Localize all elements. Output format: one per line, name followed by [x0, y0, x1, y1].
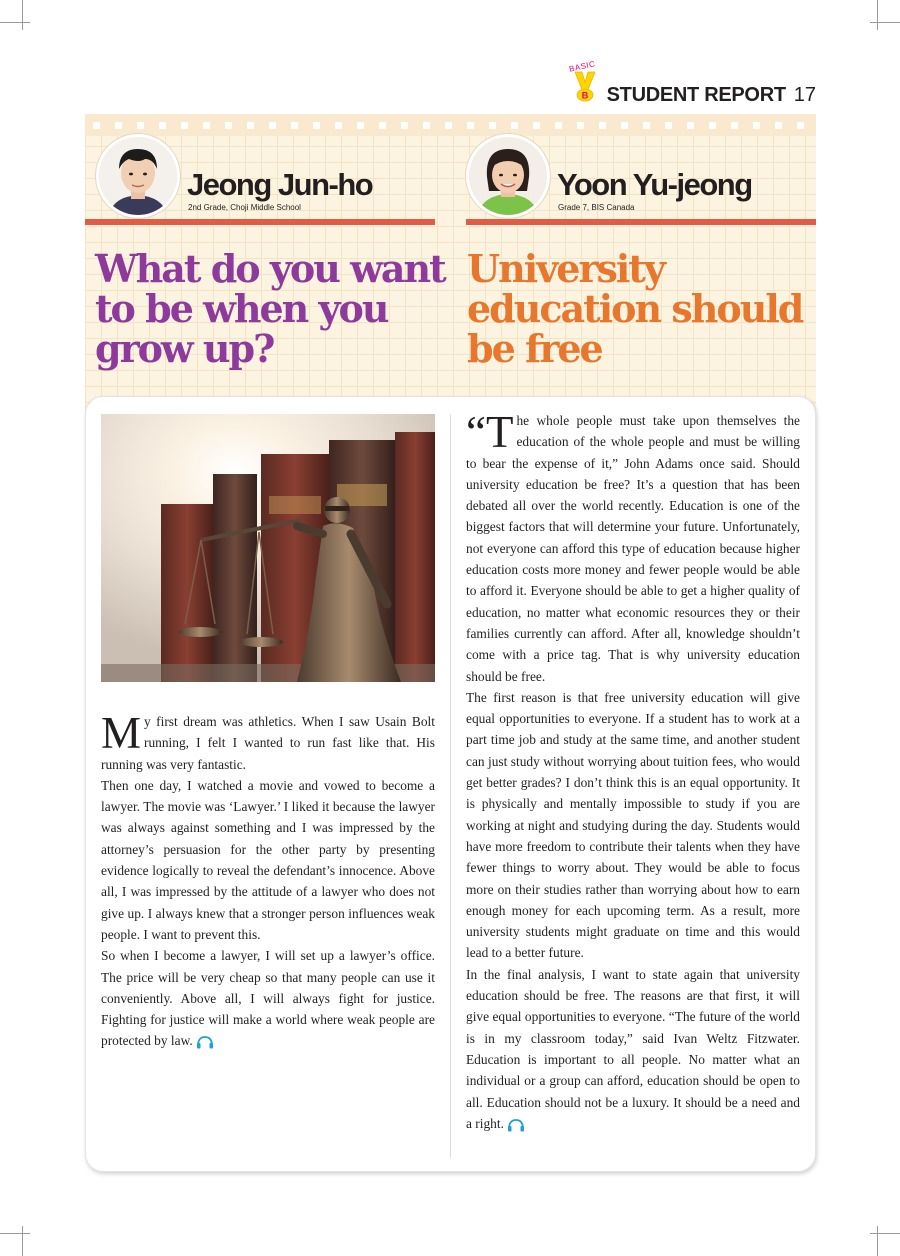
strip-dot [247, 122, 254, 129]
strip-dot [291, 122, 298, 129]
page-header [567, 59, 816, 106]
crop-mark-tl-v [22, 0, 23, 30]
logo-text: BASIC [567, 59, 596, 74]
strip-dot [621, 122, 628, 129]
strip-dot [797, 122, 804, 129]
paragraph-text: he whole people must take upon themselves the education of the whole people and must be willing to bear the expense of it,” John Adams once said. Should university education be free? It’s a question that has been debated all over the world recently. Education is one of the biggest factors that will determine your future. Unfortunately, not everyone can afford this type of education because higher education costs more money and fewer people would be able to afford it. Everyone should be able to get a higher quality of education, no matter what economic resources they or their families currently can afford. After all, knowledge shouldn’t come with a price tag. That is why university education should be free. [466, 413, 800, 684]
author-affiliation-right: Grade 7, BIS Canada [558, 203, 635, 212]
strip-dot [709, 122, 716, 129]
crop-mark-br-v [877, 1226, 878, 1256]
avatar-left [96, 134, 180, 218]
paragraph [101, 945, 435, 1051]
strip-dot [775, 122, 782, 129]
paragraph [466, 964, 800, 1134]
lady-justice-statue-icon [101, 414, 435, 682]
article-body-right [466, 407, 800, 1134]
strip-dot [577, 122, 584, 129]
strip-dot [357, 122, 364, 129]
paragraph [466, 407, 800, 687]
crop-mark-tl [0, 22, 30, 23]
page-number: 17 [793, 84, 816, 106]
strip-dot [181, 122, 188, 129]
strip-dot [115, 122, 122, 129]
paragraph: Then one day, I watched a movie and vowed to become a lawyer. The movie was ‘Lawyer.’ I liked it because the lawyer was always against something and I was impressed by the attorney’s persuasion for the other party by presenting evidence logically to reveal the defendant’s innocence. Above all, I was impressed by the attitude of a lawyer who does not give up. I always knew that a stronger person influences weak people. I want to prevent this. [101, 777, 435, 942]
accent-bar-right [466, 219, 816, 225]
strip-dot [489, 122, 496, 129]
boy-portrait-icon [99, 137, 177, 215]
author-affiliation-left: 2nd Grade, Choji Middle School [188, 203, 301, 212]
title-line: What do you want [95, 246, 445, 291]
strip-dot [511, 122, 518, 129]
strip-dot [753, 122, 760, 129]
strip-dot [401, 122, 408, 129]
strip-dot [269, 122, 276, 129]
paragraph-text: y first dream was athletics. When I saw Usain Bolt running, I felt I wanted to run fast like that. His running was very fantastic. [101, 714, 435, 772]
strip-dot [137, 122, 144, 129]
title-line: grow up? [95, 326, 274, 371]
paragraph-text: So when I become a lawyer, I will set up a lawyer’s office. The price will be very cheap so that many people can use it conveniently. Above all, I will always fight for justice. Fighting for justice will make a world where weak people are protected by law. [101, 948, 435, 1049]
girl-portrait-icon [469, 137, 547, 215]
author-name-right: Yoon Yu-jeong [557, 167, 752, 202]
title-line: be free [467, 326, 602, 371]
strip-dot [93, 122, 100, 129]
drop-cap [466, 407, 514, 457]
accent-bar-left [85, 219, 435, 225]
article-title-right [467, 246, 812, 371]
film-strip-decoration [85, 114, 816, 136]
paragraph-text: In the final analysis, I want to state again that university education should be free. The reasons are that first, it will give equal opportunities to everyone. “The future of the world is in my classroom today,” said Ivan Weltz Fitzwater. Education is important to all people. No matter what an individual or a group can afford, education should be open to all. Education should not be a luxury. It should be a need and a right. [466, 966, 800, 1131]
strip-dot [159, 122, 166, 129]
strip-dot [665, 122, 672, 129]
drop-cap-letter: T [485, 407, 514, 457]
lady-justice-photo [101, 414, 435, 682]
paragraph: The first reason is that free university education will give equal opportunities to everyone. If a student has to work at a part time job and study at the same time, and another student can just study without worrying about tuition fees, who would get better grades? I don’t think this is an equal opportunity. It is physically and mentally impossible to study if you are working at night and studying during the day. Students would have more freedom to contribute their talents when they have fewer things to worry about. They would be able to focus more on their studies rather than worrying about how to earn enough money for each upcoming term. As a result, more university students might graduate on time and this would lead to a better future. [466, 689, 800, 961]
strip-dot [467, 122, 474, 129]
strip-dot [225, 122, 232, 129]
drop-cap: M [101, 708, 142, 758]
column-divider [450, 414, 451, 1158]
crop-mark-bl-v [22, 1226, 23, 1256]
drop-quote: “ [466, 407, 486, 457]
strip-dot [379, 122, 386, 129]
crop-mark-tr-v [877, 0, 878, 30]
strip-dot [335, 122, 342, 129]
strip-dot [643, 122, 650, 129]
crop-mark-bl [0, 1233, 30, 1234]
title-line: to be when you [95, 286, 388, 331]
strip-dot [203, 122, 210, 129]
crop-mark-br [870, 1233, 900, 1234]
strip-dot [731, 122, 738, 129]
strip-dot [599, 122, 606, 129]
title-line: education should [467, 286, 803, 331]
strip-dot [555, 122, 562, 129]
title-line: University [467, 246, 664, 291]
strip-dot [423, 122, 430, 129]
basic-logo-icon [567, 59, 601, 106]
headphones-icon [196, 1035, 214, 1049]
section-title: STUDENT REPORT [606, 84, 786, 106]
crop-mark-tr [870, 22, 900, 23]
article-body-left [101, 708, 435, 1052]
paragraph [101, 708, 435, 775]
strip-dot [533, 122, 540, 129]
headphones-icon [507, 1118, 525, 1132]
strip-dot [445, 122, 452, 129]
svg-text:B: B [581, 90, 588, 101]
avatar-right [466, 134, 550, 218]
strip-dot [687, 122, 694, 129]
article-title-left [95, 246, 455, 371]
logo-v-shape [573, 70, 597, 102]
author-name-left: Jeong Jun-ho [187, 167, 373, 202]
strip-dot [313, 122, 320, 129]
